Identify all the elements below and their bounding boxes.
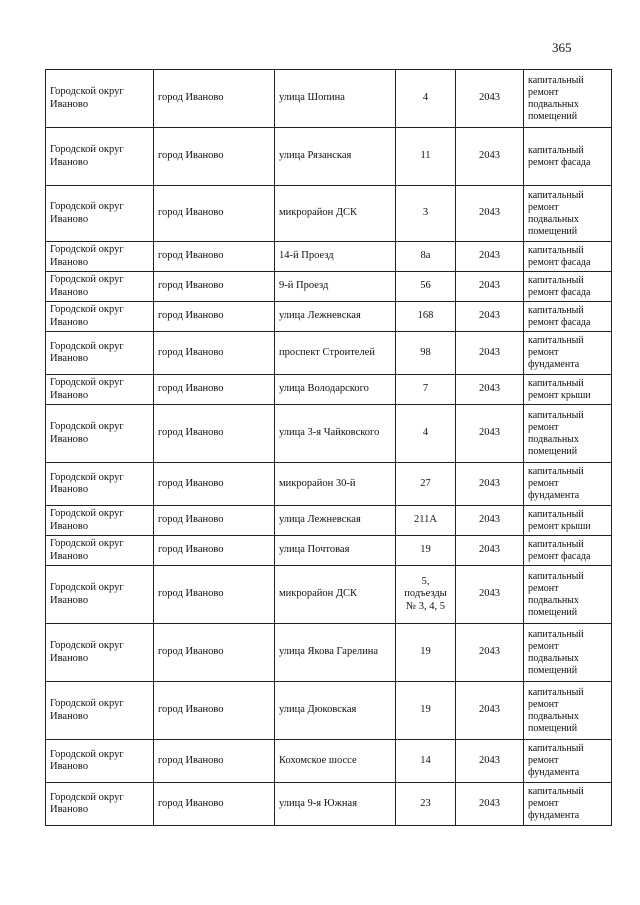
house-cell: 4	[396, 70, 456, 128]
work-type-cell: капитальный ремонт крыши	[524, 375, 612, 405]
table-row	[46, 536, 612, 566]
street-cell: улица 9-я Южная	[275, 783, 396, 826]
year-cell: 2043	[456, 272, 524, 302]
year-cell: 2043	[456, 302, 524, 332]
table-row	[46, 506, 612, 536]
district-cell: Городской округ Иваново	[46, 536, 154, 566]
house-cell: 4	[396, 405, 456, 463]
work-type-cell: капитальный ремонт фундамента	[524, 740, 612, 783]
work-type-cell: капитальный ремонт фасада	[524, 242, 612, 272]
street-cell: улица Лежневская	[275, 506, 396, 536]
house-cell: 19	[396, 624, 456, 682]
work-type-cell: капитальный ремонт подвальных помещений	[524, 566, 612, 624]
work-type-cell: капитальный ремонт подвальных помещений	[524, 70, 612, 128]
house-cell: 7	[396, 375, 456, 405]
house-cell: 98	[396, 332, 456, 375]
year-cell: 2043	[456, 506, 524, 536]
house-cell: 56	[396, 272, 456, 302]
street-cell: улица Рязанская	[275, 128, 396, 186]
district-cell: Городской округ Иваново	[46, 783, 154, 826]
page-number: 365	[552, 40, 572, 55]
year-cell: 2043	[456, 624, 524, 682]
work-type-cell: капитальный ремонт крыши	[524, 506, 612, 536]
house-cell: 27	[396, 463, 456, 506]
street-cell: улица Почтовая	[275, 536, 396, 566]
year-cell: 2043	[456, 375, 524, 405]
street-cell: улица Якова Гарелина	[275, 624, 396, 682]
city-cell: город Иваново	[154, 272, 275, 302]
district-cell: Городской округ Иваново	[46, 740, 154, 783]
year-cell: 2043	[456, 128, 524, 186]
street-cell: улица Володарского	[275, 375, 396, 405]
year-cell: 2043	[456, 332, 524, 375]
table-row	[46, 740, 612, 783]
house-cell: 5, подъезды № 3, 4, 5	[396, 566, 456, 624]
table-row	[46, 302, 612, 332]
city-cell: город Иваново	[154, 375, 275, 405]
work-type-cell: капитальный ремонт фасада	[524, 302, 612, 332]
house-cell: 23	[396, 783, 456, 826]
year-cell: 2043	[456, 463, 524, 506]
work-type-cell: капитальный ремонт подвальных помещений	[524, 186, 612, 242]
district-cell: Городской округ Иваново	[46, 566, 154, 624]
district-cell: Городской округ Иваново	[46, 272, 154, 302]
year-cell: 2043	[456, 682, 524, 740]
work-type-cell: капитальный ремонт фасада	[524, 128, 612, 186]
city-cell: город Иваново	[154, 186, 275, 242]
street-cell: микрорайон 30-й	[275, 463, 396, 506]
district-cell: Городской округ Иваново	[46, 463, 154, 506]
city-cell: город Иваново	[154, 242, 275, 272]
table-row	[46, 682, 612, 740]
street-cell: улица Лежневская	[275, 302, 396, 332]
work-type-cell: капитальный ремонт подвальных помещений	[524, 682, 612, 740]
work-type-cell: капитальный ремонт подвальных помещений	[524, 624, 612, 682]
table-row	[46, 405, 612, 463]
table-row	[46, 463, 612, 506]
registry-table	[45, 69, 612, 826]
city-cell: город Иваново	[154, 536, 275, 566]
street-cell: проспект Строителей	[275, 332, 396, 375]
table-row	[46, 783, 612, 826]
city-cell: город Иваново	[154, 128, 275, 186]
work-type-cell: капитальный ремонт фундамента	[524, 783, 612, 826]
district-cell: Городской округ Иваново	[46, 332, 154, 375]
work-type-cell: капитальный ремонт подвальных помещений	[524, 405, 612, 463]
district-cell: Городской округ Иваново	[46, 375, 154, 405]
city-cell: город Иваново	[154, 682, 275, 740]
house-cell: 168	[396, 302, 456, 332]
house-cell: 11	[396, 128, 456, 186]
year-cell: 2043	[456, 536, 524, 566]
city-cell: город Иваново	[154, 70, 275, 128]
house-cell: 19	[396, 536, 456, 566]
year-cell: 2043	[456, 186, 524, 242]
district-cell: Городской округ Иваново	[46, 186, 154, 242]
year-cell: 2043	[456, 242, 524, 272]
table-row	[46, 242, 612, 272]
table-row	[46, 624, 612, 682]
city-cell: город Иваново	[154, 783, 275, 826]
street-cell: улица Дюковская	[275, 682, 396, 740]
district-cell: Городской округ Иваново	[46, 682, 154, 740]
year-cell: 2043	[456, 566, 524, 624]
work-type-cell: капитальный ремонт фасада	[524, 536, 612, 566]
street-cell: 14-й Проезд	[275, 242, 396, 272]
house-cell: 8а	[396, 242, 456, 272]
table-row	[46, 70, 612, 128]
house-cell: 211А	[396, 506, 456, 536]
city-cell: город Иваново	[154, 463, 275, 506]
street-cell: Кохомское шоссе	[275, 740, 396, 783]
house-cell: 14	[396, 740, 456, 783]
year-cell: 2043	[456, 405, 524, 463]
work-type-cell: капитальный ремонт фундамента	[524, 463, 612, 506]
street-cell: 9-й Проезд	[275, 272, 396, 302]
city-cell: город Иваново	[154, 302, 275, 332]
work-type-cell: капитальный ремонт фундамента	[524, 332, 612, 375]
district-cell: Городской округ Иваново	[46, 70, 154, 128]
table-row	[46, 332, 612, 375]
city-cell: город Иваново	[154, 332, 275, 375]
district-cell: Городской округ Иваново	[46, 405, 154, 463]
house-cell: 3	[396, 186, 456, 242]
street-cell: микрорайон ДСК	[275, 566, 396, 624]
table-row	[46, 375, 612, 405]
street-cell: улица Шопина	[275, 70, 396, 128]
city-cell: город Иваново	[154, 566, 275, 624]
city-cell: город Иваново	[154, 506, 275, 536]
district-cell: Городской округ Иваново	[46, 624, 154, 682]
city-cell: город Иваново	[154, 740, 275, 783]
table-row	[46, 272, 612, 302]
table-row	[46, 566, 612, 624]
year-cell: 2043	[456, 740, 524, 783]
district-cell: Городской округ Иваново	[46, 302, 154, 332]
city-cell: город Иваново	[154, 624, 275, 682]
district-cell: Городской округ Иваново	[46, 506, 154, 536]
table-row	[46, 128, 612, 186]
city-cell: город Иваново	[154, 405, 275, 463]
table-row	[46, 186, 612, 242]
work-type-cell: капитальный ремонт фасада	[524, 272, 612, 302]
house-cell: 19	[396, 682, 456, 740]
year-cell: 2043	[456, 783, 524, 826]
street-cell: микрорайон ДСК	[275, 186, 396, 242]
year-cell: 2043	[456, 70, 524, 128]
street-cell: улица 3-я Чайковского	[275, 405, 396, 463]
district-cell: Городской округ Иваново	[46, 242, 154, 272]
district-cell: Городской округ Иваново	[46, 128, 154, 186]
